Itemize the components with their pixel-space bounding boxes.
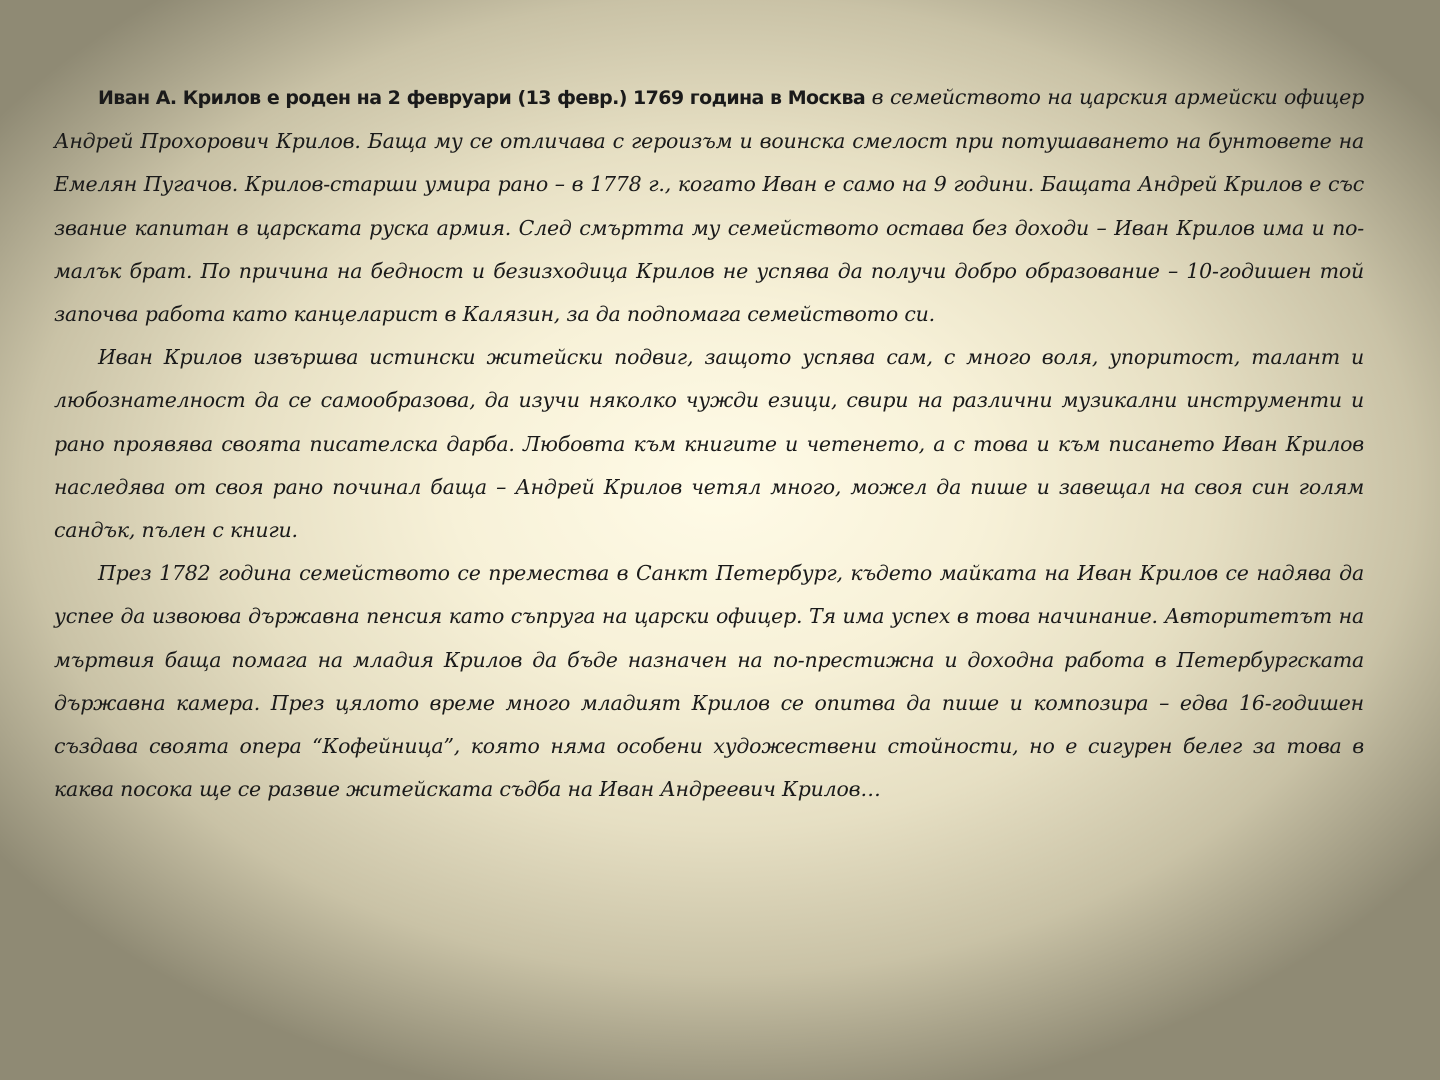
paragraph-2 — [54, 336, 1364, 552]
paragraph-2-text: Иван Крилов извършва истински житейски подвиг, защото успява сам, с много воля, упоритост, талант и любознателност да се самообразова, да изучи няколко чужди езици, свири на различни музикални инструменти и рано проявява своята писателска дарба. Любовта към книгите и четенето, а с това и към писането Иван Крилов наследява от своя рано починал баща – Андрей Крилов четял много, можел да пише и завещал на своя син голям сандък, пълен с книги. — [54, 345, 1364, 543]
paragraph-1-text: в семейството на царския армейски офицер Андрей Прохорович Крилов. Баща му се отличава с героизъм и воинска смелост при потушаването на бунтовете на Емелян Пугачов. Крилов-старши умира рано – в 1778 г., когато Иван е само на 9 години. Бащата Андрей Крилов е със звание капитан в царската руска армия. След смъртта му семейството остава без доходи – Иван Крилов има и по-малък брат. По причина на бедност и безизходица Крилов не успява да получи добро образование – 10-годишен той започва работа като канцеларист в Калязин, за да подпомага семейството си. — [54, 85, 1364, 327]
paragraph-3-text: През 1782 година семейството се премества в Санкт Петербург, където майката на Иван Крилов се надява да успее да извоюва държавна пенсия като съпруга на царски офицер. Тя има успех в това начинание. Авторитетът на мъртвия баща помага на младия Крилов да бъде назначен на по-престижна и доходна работа в Петербургската държавна камера. През цялото време много младият Крилов се опитва да пише и композира – едва 16-годишен създава своята опера “Кофейница”, която няма особени художествени стойности, но е сигурен белег за това в каква посока ще се развие житейската съдба на Иван Андреевич Крилов… — [54, 561, 1364, 802]
paragraph-1-lead: Иван А. Крилов е роден на 2 февруари (13 февр.) 1769 година в Москва — [98, 87, 866, 109]
body-text — [54, 76, 1364, 811]
paragraph-1 — [54, 76, 1364, 336]
paragraph-3 — [54, 552, 1364, 811]
